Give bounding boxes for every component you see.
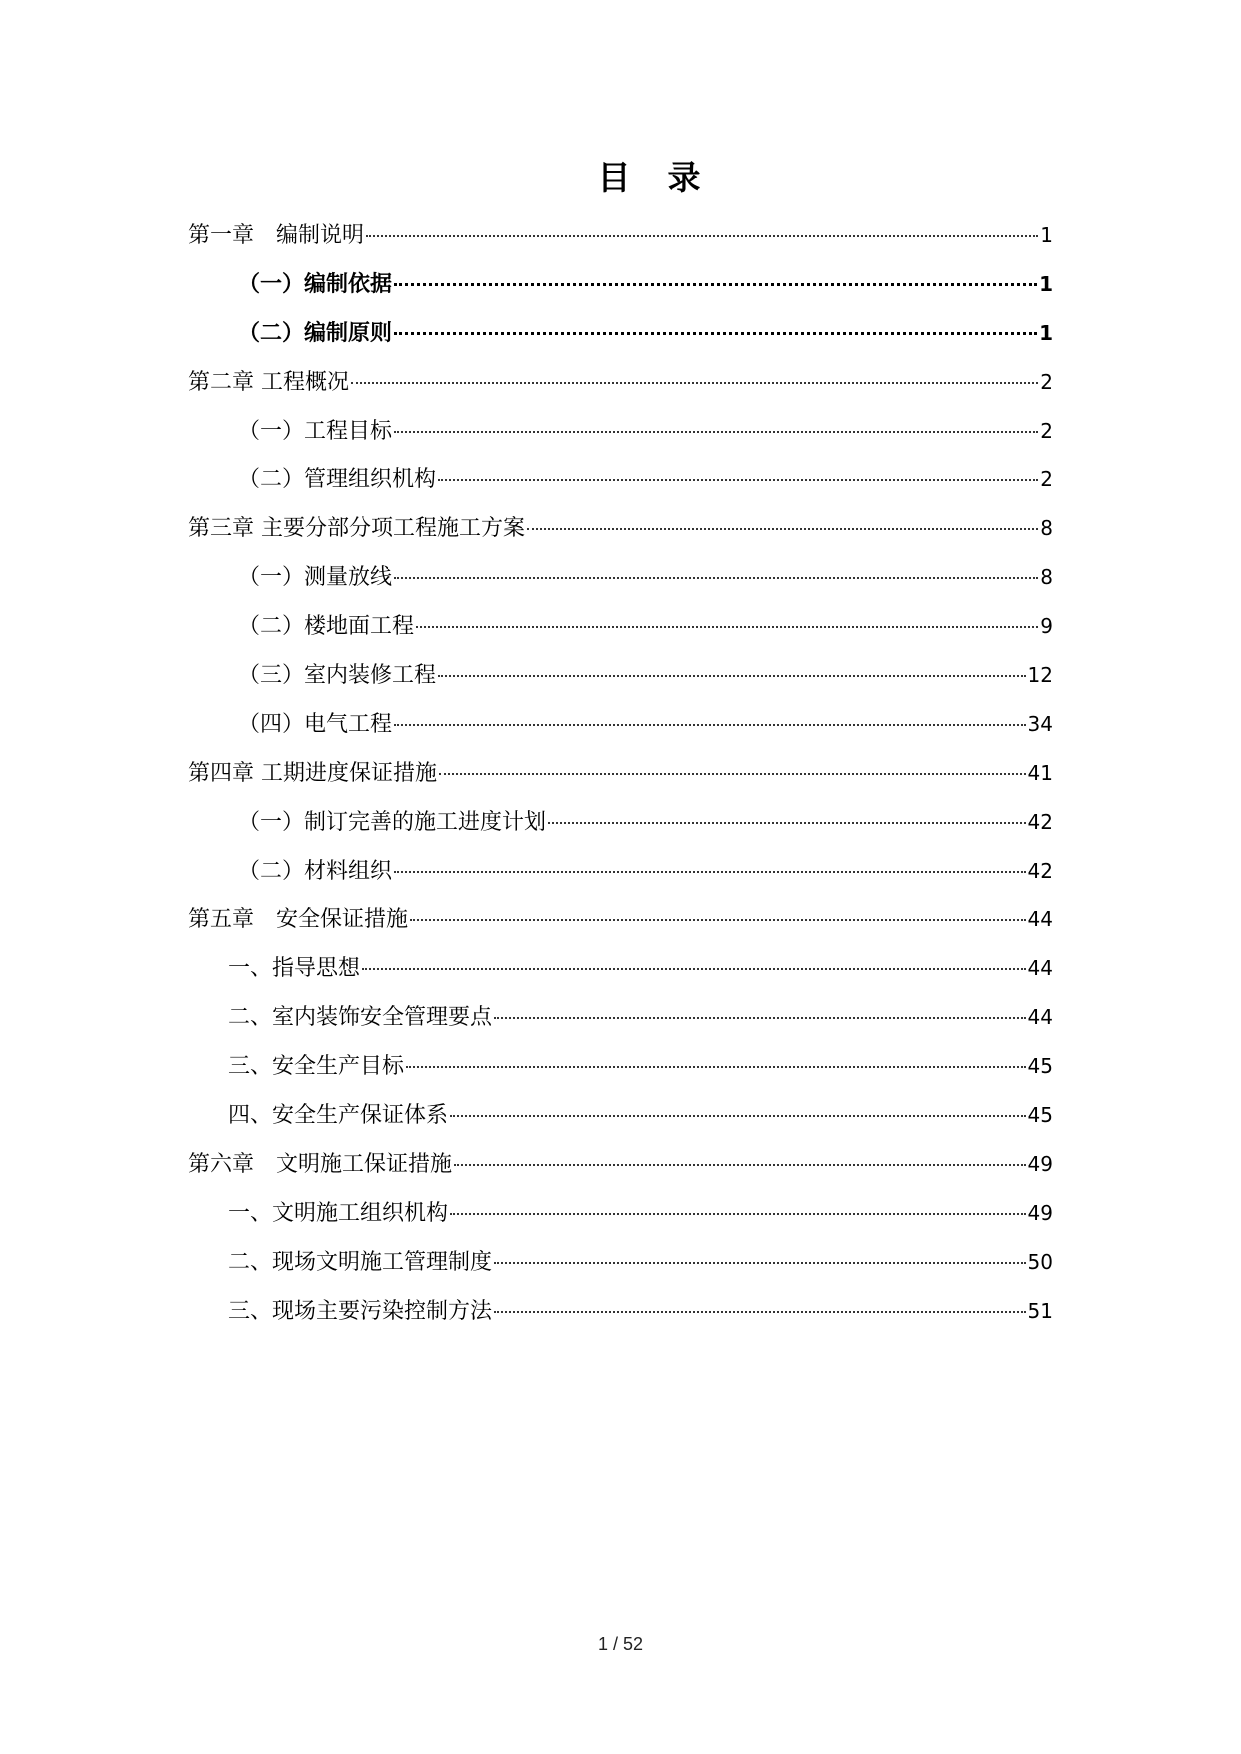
toc-entry[interactable] — [188, 269, 1053, 318]
toc-leader-dots — [450, 1115, 1026, 1117]
toc-entry-page-number: 2 — [1040, 467, 1053, 492]
toc-entry[interactable] — [188, 856, 1053, 905]
toc-entry-label: 第六章 文明施工保证措施 — [188, 1151, 453, 1177]
toc-leader-dots — [450, 1213, 1026, 1215]
toc-leader-dots — [394, 577, 1038, 579]
toc-entry-page-number: 9 — [1040, 614, 1053, 639]
toc-leader-dots — [362, 968, 1026, 970]
toc-leader-dots — [527, 528, 1038, 530]
toc-entry-label: （四）电气工程 — [238, 711, 393, 737]
toc-entry[interactable] — [188, 1149, 1053, 1198]
toc-entry-label: （三）室内装修工程 — [238, 663, 437, 689]
toc-entry-label: 三、安全生产目标 — [228, 1054, 405, 1080]
toc-entry[interactable] — [188, 953, 1053, 1002]
toc-entry-label: （二）楼地面工程 — [238, 614, 415, 640]
toc-entry-label: 一、指导思想 — [228, 956, 361, 982]
toc-entry-label: 第一章 编制说明 — [188, 223, 365, 248]
toc-entry-label: 二、现场文明施工管理制度 — [228, 1249, 493, 1275]
page-number: 1 / 52 — [597, 1634, 644, 1654]
toc-entry-page-number: 8 — [1040, 516, 1053, 541]
toc-leader-dots — [439, 773, 1026, 775]
toc-entry-label: （一）制订完善的施工进度计划 — [238, 809, 547, 835]
toc-entry[interactable] — [188, 660, 1053, 709]
toc-leader-dots — [494, 1017, 1026, 1019]
toc-entry-label: （二）管理组织机构 — [238, 467, 437, 493]
toc-entry[interactable] — [188, 758, 1053, 807]
toc-leader-dots — [416, 626, 1038, 628]
toc-entry-page-number: 51 — [1027, 1298, 1053, 1323]
toc-entry[interactable] — [188, 464, 1053, 513]
toc-entry-label: （二）编制原则 — [238, 320, 393, 346]
toc-entry-label: 一、文明施工组织机构 — [228, 1200, 449, 1226]
toc-entry-page-number: 8 — [1040, 565, 1053, 590]
toc-entry-page-number: 34 — [1027, 711, 1053, 736]
toc-leader-dots — [394, 283, 1037, 286]
toc-entry[interactable] — [188, 807, 1053, 856]
toc-entry-page-number: 42 — [1027, 809, 1053, 834]
toc-entry-page-number: 2 — [1040, 418, 1053, 443]
toc-entry[interactable] — [188, 1296, 1053, 1345]
toc-entry-label: （二）材料组织 — [238, 858, 393, 884]
toc-entry-label: （一）编制依据 — [238, 271, 393, 297]
toc-leader-dots — [394, 431, 1038, 433]
toc-entry[interactable] — [188, 220, 1053, 269]
toc-entry[interactable] — [188, 416, 1053, 465]
toc-entry[interactable] — [188, 318, 1053, 367]
toc-entry[interactable] — [188, 904, 1053, 953]
toc-entry-label: （一）测量放线 — [238, 565, 393, 591]
toc-entry-label: 第三章 主要分部分项工程施工方案 — [188, 516, 525, 542]
toc-entry-page-number: 44 — [1027, 1005, 1053, 1030]
toc-entry[interactable] — [188, 709, 1053, 758]
toc-entry-label: 二、室内装饰安全管理要点 — [228, 1005, 493, 1031]
toc-entry[interactable] — [188, 1198, 1053, 1247]
toc-entry-page-number: 1 — [1039, 271, 1053, 296]
toc-entry[interactable] — [188, 611, 1053, 660]
toc-entry-page-number: 2 — [1040, 369, 1053, 394]
toc-leader-dots — [410, 919, 1026, 921]
toc-entry-page-number: 44 — [1027, 907, 1053, 932]
toc-leader-dots — [548, 822, 1026, 824]
toc-entry-page-number: 49 — [1027, 1200, 1053, 1225]
toc-leader-dots — [494, 1311, 1026, 1313]
toc-entry[interactable] — [188, 1247, 1053, 1296]
toc-leader-dots — [394, 332, 1037, 335]
toc-leader-dots — [366, 235, 1038, 237]
page-title: 目 录 — [597, 158, 703, 197]
toc-leader-dots — [454, 1164, 1026, 1166]
toc-entry[interactable] — [188, 562, 1053, 611]
toc-entry-page-number: 1 — [1039, 320, 1053, 345]
toc-entry-page-number: 12 — [1027, 663, 1053, 688]
toc-entry-label: 第二章 工程概况 — [188, 369, 349, 395]
toc-entry[interactable] — [188, 513, 1053, 562]
toc-entry-page-number: 41 — [1027, 760, 1053, 785]
toc-entry-page-number: 49 — [1027, 1151, 1053, 1176]
toc-entry[interactable] — [188, 367, 1053, 416]
toc-leader-dots — [394, 724, 1026, 726]
toc-entry[interactable] — [188, 1002, 1053, 1051]
toc-entry-page-number: 45 — [1027, 1103, 1053, 1128]
toc-leader-dots — [394, 871, 1026, 873]
toc-leader-dots — [438, 675, 1026, 677]
toc-entry-label: 四、安全生产保证体系 — [228, 1103, 449, 1129]
toc-leader-dots — [438, 479, 1038, 481]
toc-entry-label: 第五章 安全保证措施 — [188, 907, 409, 933]
table-of-contents — [188, 220, 1053, 1344]
toc-entry-page-number: 50 — [1027, 1249, 1053, 1274]
toc-entry-label: 第四章 工期进度保证措施 — [188, 760, 437, 786]
toc-entry-page-number: 1 — [1040, 223, 1053, 247]
toc-entry[interactable] — [188, 1100, 1053, 1149]
toc-entry-page-number: 44 — [1027, 956, 1053, 981]
toc-entry-page-number: 42 — [1027, 858, 1053, 883]
toc-entry-page-number: 45 — [1027, 1054, 1053, 1079]
toc-leader-dots — [351, 382, 1038, 384]
toc-leader-dots — [406, 1066, 1026, 1068]
toc-entry-label: （一）工程目标 — [238, 418, 393, 444]
toc-entry[interactable] — [188, 1051, 1053, 1100]
toc-entry-label: 三、现场主要污染控制方法 — [228, 1298, 493, 1324]
toc-leader-dots — [494, 1262, 1026, 1264]
